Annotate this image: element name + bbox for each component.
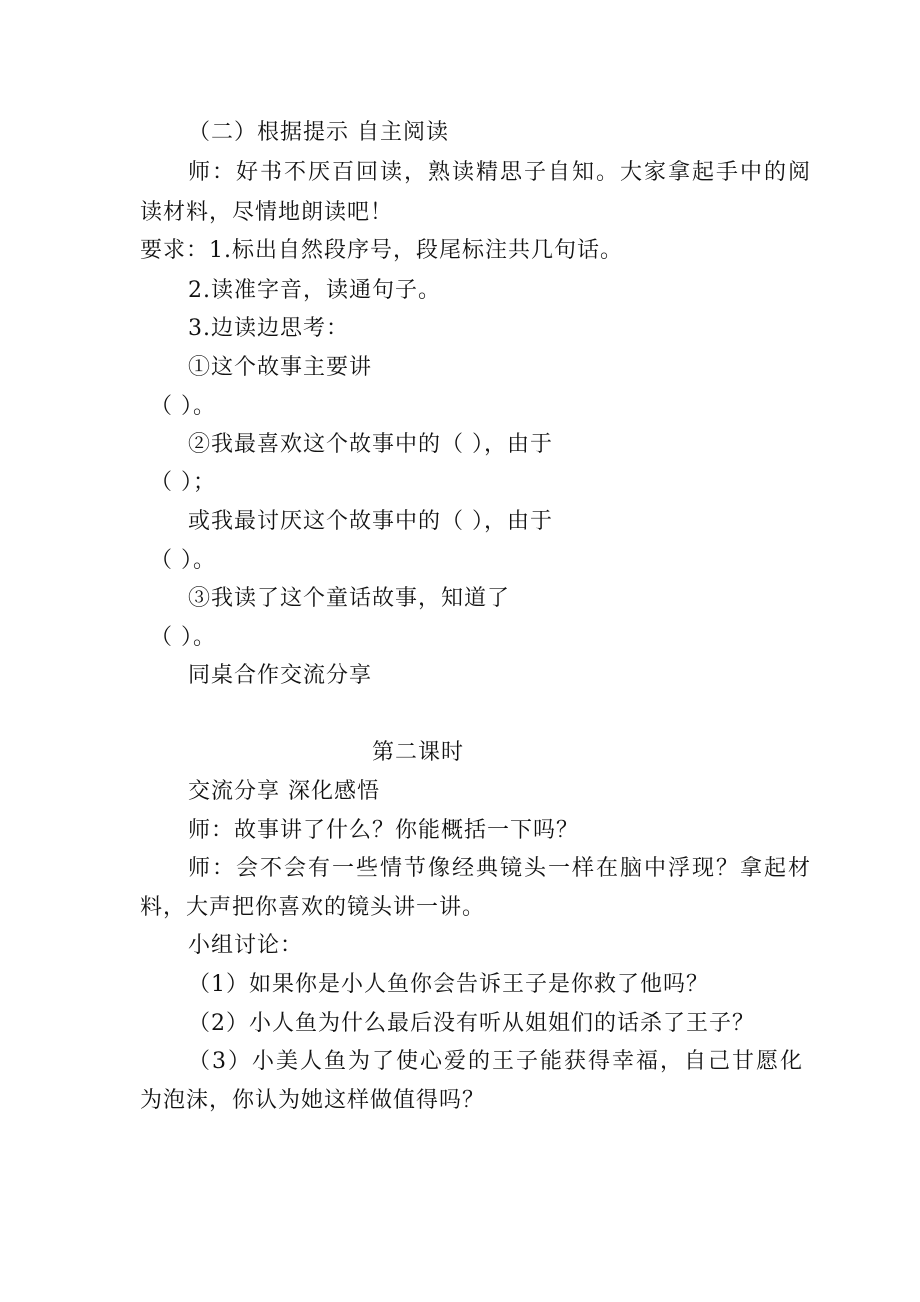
teacher-question-2-line-2: 料，大声把你喜欢的镜头讲一讲。	[140, 895, 486, 920]
lesson-2-title: 第二课时	[372, 740, 465, 765]
share-instruction: 同桌合作交流分享	[188, 663, 373, 688]
teacher-question-2-line-1: 师：会不会有一些情节像经典镜头一样在脑中浮现？拿起材	[188, 856, 813, 881]
discussion-question-1: （1）如果你是小人鱼你会告诉王子是你救了他吗？	[188, 972, 709, 997]
teacher-intro-line-1: 师：好书不厌百回读，熟读精思子自知。大家拿起手中的阅	[188, 160, 813, 185]
question-3-blank: （ ）。	[150, 625, 216, 650]
teacher-question-1: 师：故事讲了什么？你能概括一下吗？	[188, 818, 580, 843]
group-discussion-label: 小组讨论：	[188, 933, 304, 958]
question-2-alt-blank: （ ）。	[150, 548, 216, 573]
discussion-question-2: （2）小人鱼为什么最后没有听从姐姐们的话杀了王子？	[188, 1011, 755, 1036]
question-2-alt-prompt: 或我最讨厌这个故事中的（ ），由于	[188, 509, 553, 534]
requirement-1: 要求：1.标出自然段序号，段尾标注共几句话。	[140, 238, 623, 263]
requirement-2: 2.读准字音，读通句子。	[188, 278, 441, 303]
section-heading-sharing: 交流分享 深化感悟	[188, 779, 380, 804]
question-2-blank: （ ）；	[150, 470, 216, 495]
question-2-prompt: ②我最喜欢这个故事中的（ ），由于	[188, 432, 553, 457]
teacher-intro-line-2: 读材料，尽情地朗读吧！	[140, 200, 394, 225]
requirement-3: 3.边读边思考：	[188, 316, 349, 341]
question-1-blank: （ ）。	[150, 394, 216, 419]
question-3-prompt: ③我读了这个童话故事，知道了	[188, 586, 511, 611]
discussion-question-3-line-1: （3）小美人鱼为了使心爱的王子能获得幸福，自己甘愿化	[188, 1049, 804, 1074]
section-heading-reading: （二）根据提示 自主阅读	[188, 120, 449, 145]
question-1-prompt: ①这个故事主要讲	[188, 355, 373, 380]
discussion-question-3-line-2: 为泡沫，你认为她这样做值得吗？	[140, 1088, 486, 1113]
